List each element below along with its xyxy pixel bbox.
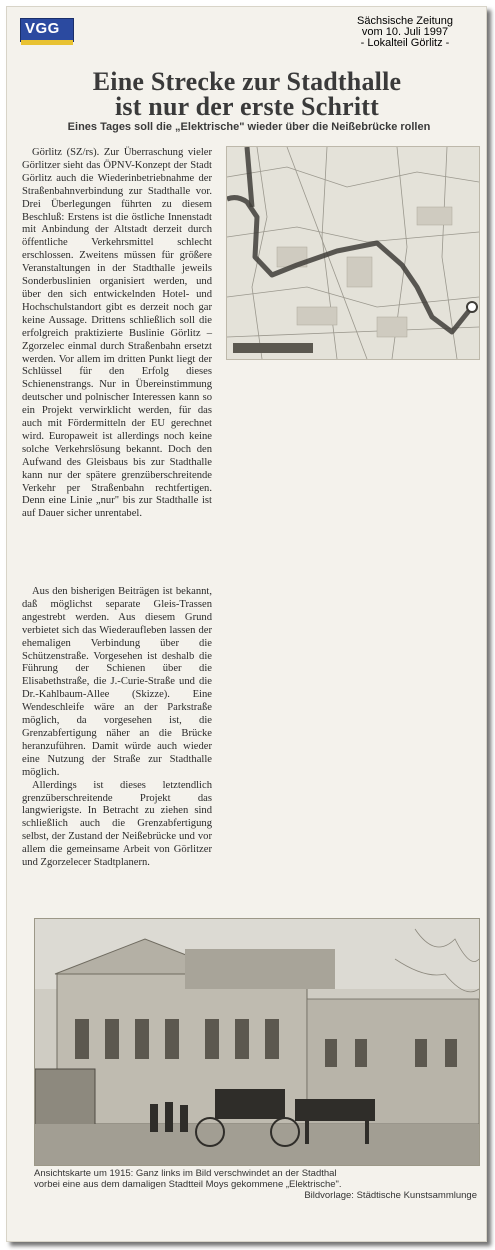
source-newspaper: Sächsische Zeitung bbox=[357, 15, 453, 27]
source-note bbox=[335, 16, 475, 49]
photo-caption-line-2: vorbei eine aus dem damaligen Stadtteil Moys gekommene „Elektrische". bbox=[34, 1179, 342, 1190]
article-paragraph-1: Görlitz (SZ/rs). Zur Überraschung vieler Görlitzer sieht das ÖPNV-Konzept der Stadt Görlitz auch die Wiederinbetriebnahme der Straßenbahnverbindung zur Stadthalle vor. Drei Überlegungen führten zu diesem Beschluß: Erstens ist die östliche Innenstadt mit Anbindung der Altstadt derzeit durch öffentliche Verkehrsmittel schlecht erschlossen. Zweitens müssen für größere Veranstaltungen in der Stadthalle jeweils Sonderbuslinien organisiert werden, und über den sich entwickelnden Hotel- und Hochschulstandort gibt es derzeit noch gar keine Aussage. Drittens schließlich soll die erfolgreich praktizierte Buslinie Görlitz – Zgorzelec einmal durch Straßenbahn ersetzt werden. Vor allem im dritten Punkt liegt der Schlüssel für den Erfolg dieses Schienenstrangs. Nur in Übereinstimmung deutscher und polnischer Interessen kann so ein Projekt verwirklicht werden, für das auch mit Fördermitteln der EU gerechnet wird. Europaweit ist allerdings noch keine solche Verkehrslösung bekannt. Doch den Aufwand des Gleisbaus bis zur Stadthalle kann nur der spätere grenzüberschreitende Verkehr per Straßenbahn rechtfertigen. Denn eine Linie „nur" bis zur Stadthalle ist auf Dauer sicher unrentabel. bbox=[22, 147, 212, 520]
source-section: - Lokalteil Görlitz - bbox=[360, 37, 450, 49]
article-column-continued bbox=[22, 586, 212, 916]
headline-line-1: Eine Strecke zur Stadthalle bbox=[92, 67, 402, 96]
vgg-logo bbox=[20, 18, 74, 42]
headline-line-2: ist nur der erste Schritt bbox=[115, 92, 379, 121]
photo-credit: Bildvorlage: Städtische Kunstsammlunge bbox=[304, 1190, 477, 1201]
historic-photo-stadthalle bbox=[34, 918, 480, 1166]
photo-drawing bbox=[35, 919, 479, 1165]
route-sketch-map bbox=[226, 146, 480, 360]
photo-caption-line-1: Ansichtskarte um 1915: Ganz links im Bild verschwindet an der Stadthal bbox=[34, 1168, 337, 1179]
article-column bbox=[22, 147, 212, 587]
photo-caption bbox=[34, 1168, 478, 1190]
map-drawing bbox=[227, 147, 479, 359]
source-date: vom 10. Juli 1997 bbox=[361, 26, 449, 38]
subheadline: Eines Tages soll die „Elektrische" wieder über die Neißebrücke rollen bbox=[67, 121, 431, 133]
logo-text: VGG bbox=[25, 20, 60, 37]
article-paragraph-2: Aus den bisherigen Beiträgen ist bekannt, daß möglichst separate Gleis-Trassen angestrebt werden. Aus diesem Grund verbietet sich das Wiederaufleben lassen der ehemaligen Verbindung über die Schützenstraße. Vorgesehen ist deshalb die Führung der Schienen über die Elisabethstraße, die J.-Curie-Straße und die Dr.-Kahlbaum-Allee (Skizze). Eine Wendeschleife wäre an der Parkstraße möglich, da vorgesehen ist, die Grenzabfertigung näher an die Brücke heranzuführen. Damit würde auch wieder eine Nutzung der Straße zur Stadthalle möglich. bbox=[22, 586, 212, 778]
logo-accent-bar bbox=[21, 40, 73, 45]
article-paragraph-3: Allerdings ist dieses letztendlich grenzüberschreitende Projekt das langwierigste. In Betracht zu ziehen sind schließlich auch die Grenzabfertigung selbst, der Zustand der Neißebrücke und vor allem die gemeinsame Arbeit von Görlitzer und Zgorzelecer Stadtplanern. bbox=[22, 779, 212, 869]
